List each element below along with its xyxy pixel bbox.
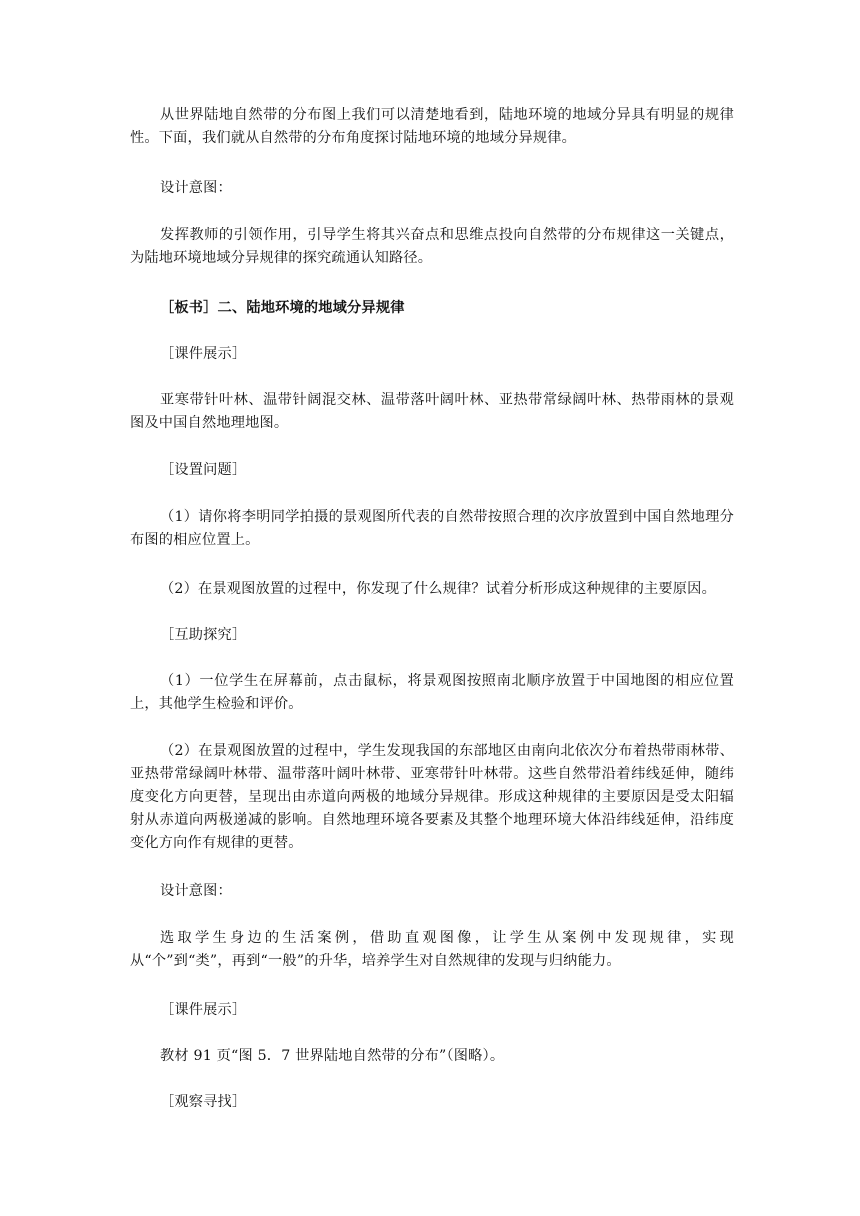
courseware-label-2: ［课件展示］ [160,1002,247,1018]
observe-search-label: ［观察寻找］ [160,1094,247,1110]
question-1: （1）请你将李明同学拍摄的景观图所代表的自然带按照合理的次序放置到中国自然地理分布图的相应位置上。 [130,509,734,548]
question-2: （2）在景观图放置的过程中，你发现了什么规律？试着分析形成这种规律的主要原因。 [160,581,716,597]
inquiry-answer-2: （2）在景观图放置的过程中，学生发现我国的东部地区由南向北依次分布着热带雨林带、亚热带常绿阔叶林带、温带落叶阔叶林带、亚寒带针叶林带。这些自然带沿着纬线延伸，随纬度变化方向更替，呈现出由赤道向两极的地域分异规律。形成这种规律的主要原因是受太阳辐射从赤道向两极递减的影响。自然地理环境各要素及其整个地理环境大体沿纬线延伸，沿纬度变化方向作有规律的更替。 [130,743,734,851]
design-intent-paragraph-2: 选取学生身边的生活案例，借助直观图像，让学生从案例中发现规律，实现从“个”到“类”，再到“一般”的升华，培养学生对自然规律的发现与归纳能力。 [130,930,734,969]
inquiry-answer-1: （1）一位学生在屏幕前，点击鼠标，将景观图按照南北顺序放置于中国地图的相应位置上，其他学生检验和评价。 [130,673,734,712]
design-intent-paragraph-1: 发挥教师的引领作用，引导学生将其兴奋点和思维点投向自然带的分布规律这一关键点，为陆地环境地域分异规律的探究疏通认知路径。 [130,227,734,266]
mutual-inquiry-label: ［互助探究］ [160,627,247,643]
design-intent-label-2: 设计意图： [160,883,232,899]
design-intent-label-1: 设计意图： [160,180,232,196]
intro-paragraph: 从世界陆地自然带的分布图上我们可以清楚地看到，陆地环境的地域分异具有明显的规律性。下面，我们就从自然带的分布角度探讨陆地环境的地域分异规律。 [130,107,734,146]
blackboard-heading: ［板书］二、陆地环境的地域分异规律 [160,300,405,316]
courseware-paragraph-1: 亚寒带针叶林、温带针阔混交林、温带落叶阔叶林、亚热带常绿阔叶林、热带雨林的景观图及中国自然地理地图。 [130,392,734,431]
set-question-label: ［设置问题］ [160,462,247,478]
courseware-label-1: ［课件展示］ [160,346,247,362]
textbook-reference: 教材 91 页“图 5．7 世界陆地自然带的分布”（图略）。 [160,1048,505,1064]
